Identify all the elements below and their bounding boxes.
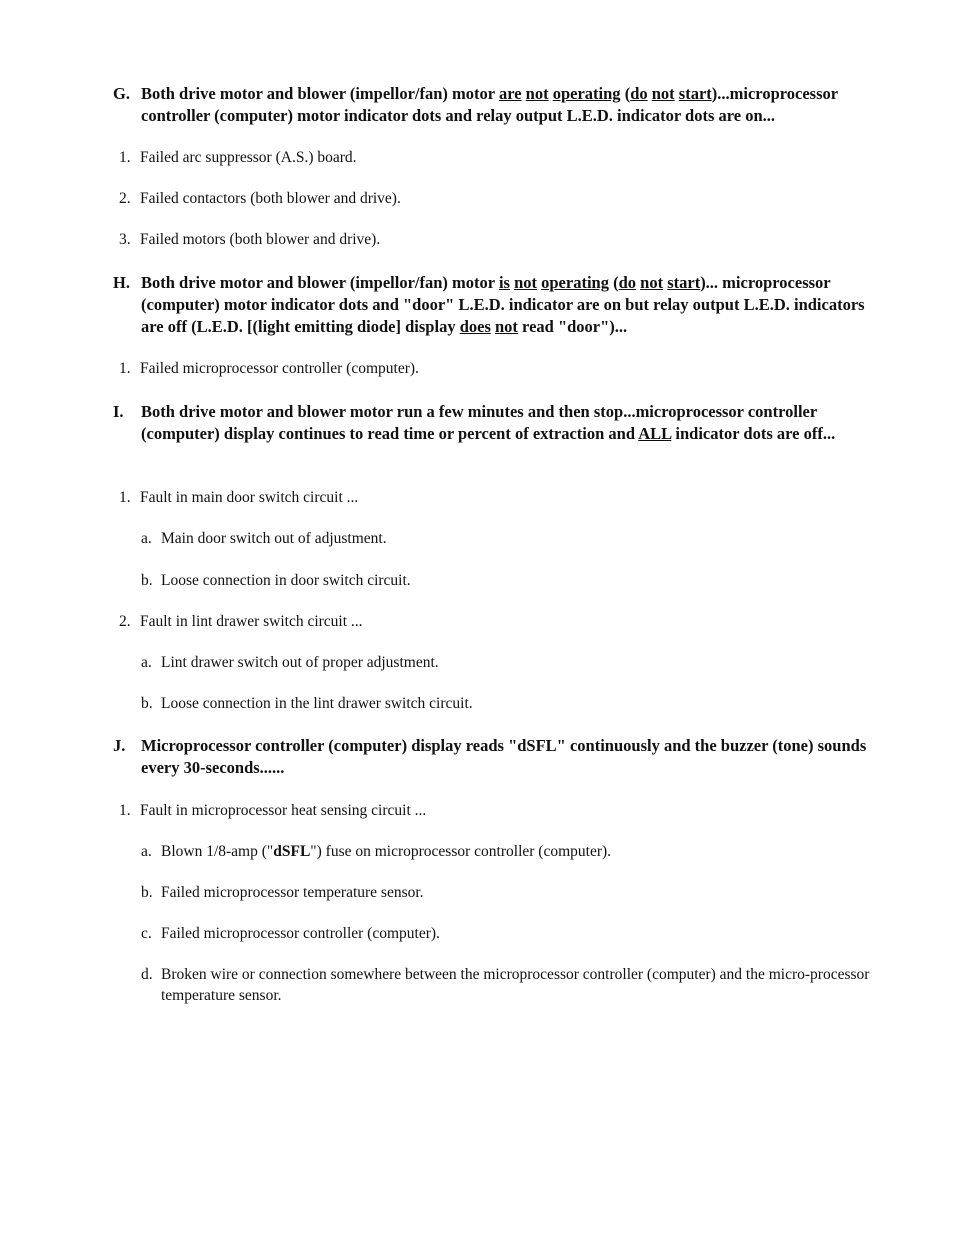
sub-list-item: b. Loose connection in door switch circuit. [141, 572, 411, 589]
section-h-heading [113, 272, 873, 338]
section-g-text: Both drive motor and blower (impellor/fan) motor are not operating (do not start)...microprocessor controller (computer) motor indicator dots and relay output L.E.D. indicator dots are on... [141, 84, 838, 125]
section-letter: G. [113, 84, 130, 103]
sub-list-item: d. Broken wire or connection somewhere between the microprocessor controller (computer) and the micro-processor temperature sensor. [141, 966, 870, 1004]
section-g-heading [113, 83, 873, 127]
section-i-text: Both drive motor and blower motor run a few minutes and then stop...microprocessor controller (computer) display continues to read time or percent of extraction and ALL indicator dots are off... [141, 402, 836, 443]
sub-list-item: a. Main door switch out of adjustment. [141, 530, 387, 547]
section-h-text: Both drive motor and blower (impellor/fan) motor is not operating (do not start)... microprocessor (computer) motor indicator dots and "door" L.E.D. indicator are on but relay output L.E.D. indicators are off (L.E.D. [(light emitting diode] display does not read "door")... [141, 273, 865, 336]
sub-list-item: c. Failed microprocessor controller (computer). [141, 925, 440, 942]
section-letter: I. [113, 402, 124, 421]
section-i-heading [113, 401, 873, 445]
sub-list-item: b. Loose connection in the lint drawer switch circuit. [141, 695, 473, 712]
list-item: 1. Failed microprocessor controller (computer). [119, 360, 419, 377]
section-j-heading [113, 735, 873, 779]
list-item: 2. Fault in lint drawer switch circuit ... [119, 613, 363, 630]
list-item: 1. Failed arc suppressor (A.S.) board. [119, 149, 357, 166]
list-item: 1. Fault in microprocessor heat sensing circuit ... [119, 802, 427, 819]
list-item: 1. Fault in main door switch circuit ... [119, 489, 359, 506]
section-letter: H. [113, 273, 130, 292]
sub-list-item: a. Blown 1/8-amp ("dSFL") fuse on microprocessor controller (computer). [141, 843, 612, 860]
list-item: 3. Failed motors (both blower and drive). [119, 231, 381, 248]
section-j-text: Microprocessor controller (computer) display reads "dSFL" continuously and the buzzer (tone) sounds every 30-seconds...... [141, 736, 867, 777]
list-item: 2. Failed contactors (both blower and drive). [119, 190, 401, 207]
sub-list-item: b. Failed microprocessor temperature sensor. [141, 884, 424, 901]
section-letter: J. [113, 736, 126, 755]
sub-list-item: a. Lint drawer switch out of proper adjustment. [141, 654, 439, 671]
